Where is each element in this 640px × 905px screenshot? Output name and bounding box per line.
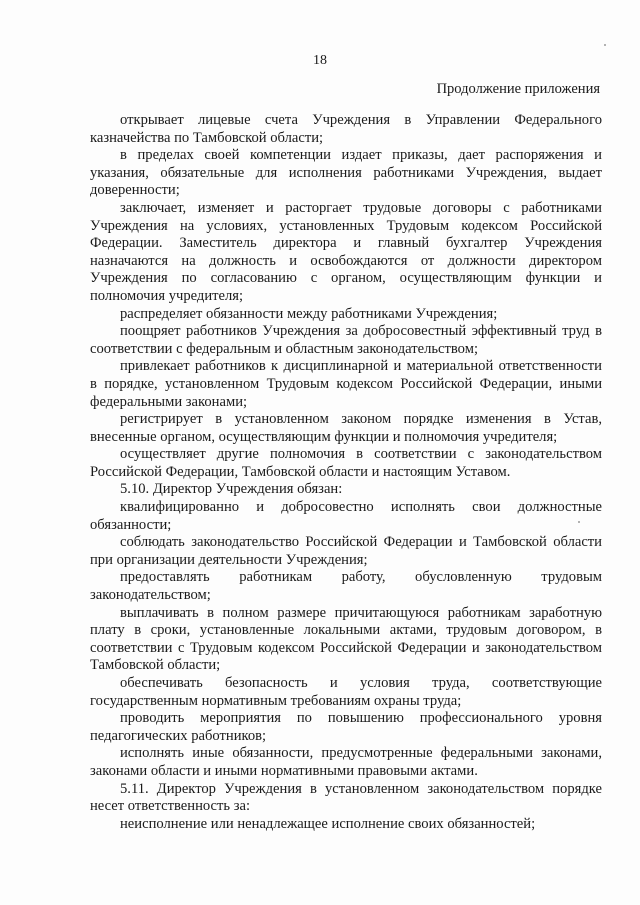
paragraph: распределяет обязанности между работниками Учреждения; xyxy=(120,305,498,322)
document-body xyxy=(90,112,602,833)
paragraph: обеспечивать безопасность и условия труда, соответствующие государственным нормативным требованиям охраны труда; xyxy=(90,675,602,709)
paragraph: открывает лицевые счета Учреждения в Управлении Федерального казначейства по Тамбовской области; xyxy=(90,112,602,146)
paragraph: заключает, изменяет и расторгает трудовые договоры с работниками Учреждения на условиях, установленных Трудовым кодексом Российской Федерации. Заместитель директора и главный бухгалтер Учреждения назначаются на должность и освобождаются от должности директором Учреждения по согласованию с органом, осуществляющим функции и полномочия учредителя; xyxy=(90,199,602,304)
paragraph: поощряет работников Учреждения за добросовестный эффективный труд в соответствии с федеральным и областным законодательством; xyxy=(90,323,602,357)
paragraph: предоставлять работникам работу, обусловленную трудовым законодательством; xyxy=(90,569,602,604)
paragraph: привлекает работников к дисциплинарной и материальной ответственности в порядке, установленном Трудовым кодексом Российской Федерации, иными федеральными законами; xyxy=(90,358,602,410)
paragraph: выплачивать в полном размере причитающуюся работникам заработную плату в сроки, установленные локальными актами, трудовым договором, в соответствии с Трудовым кодексом Российской Федерации и законодательством Тамбовской области; xyxy=(90,604,602,674)
section-heading: 5.11. Директор Учреждения в установленном законодательством порядке несет ответственность за: xyxy=(90,780,602,815)
paragraph: исполнять иные обязанности, предусмотренные федеральными законами, законами области и иными нормативными правовыми актами. xyxy=(90,745,602,779)
paragraph: соблюдать законодательство Российской Федерации и Тамбовской области при организации деятельности Учреждения; xyxy=(90,534,602,568)
section-heading: 5.10. Директор Учреждения обязан: xyxy=(120,481,343,498)
scan-speck xyxy=(578,521,580,523)
continuation-label: Продолжение приложения xyxy=(436,81,600,97)
page-number: 18 xyxy=(313,53,327,68)
scan-speck xyxy=(604,44,606,46)
paragraph: в пределах своей компетенции издает приказы, дает распоряжения и указания, обязательные для исполнения работниками Учреждения, выдает доверенности; xyxy=(90,147,602,199)
paragraph: неисполнение или ненадлежащее исполнение своих обязанностей; xyxy=(120,815,536,832)
paragraph: регистрирует в установленном законом порядке изменения в Устав, внесенные органом, осуществляющим функции и полномочия учредителя; xyxy=(90,411,602,445)
paragraph: квалифицированно и добросовестно исполнять свои должностные обязанности; xyxy=(90,499,602,533)
paragraph: осуществляет другие полномочия в соответствии с законодательством Российской Федерации, Тамбовской области и настоящим Уставом. xyxy=(90,446,602,480)
paragraph: проводить мероприятия по повышению профессионального уровня педагогических работников; xyxy=(90,710,602,744)
